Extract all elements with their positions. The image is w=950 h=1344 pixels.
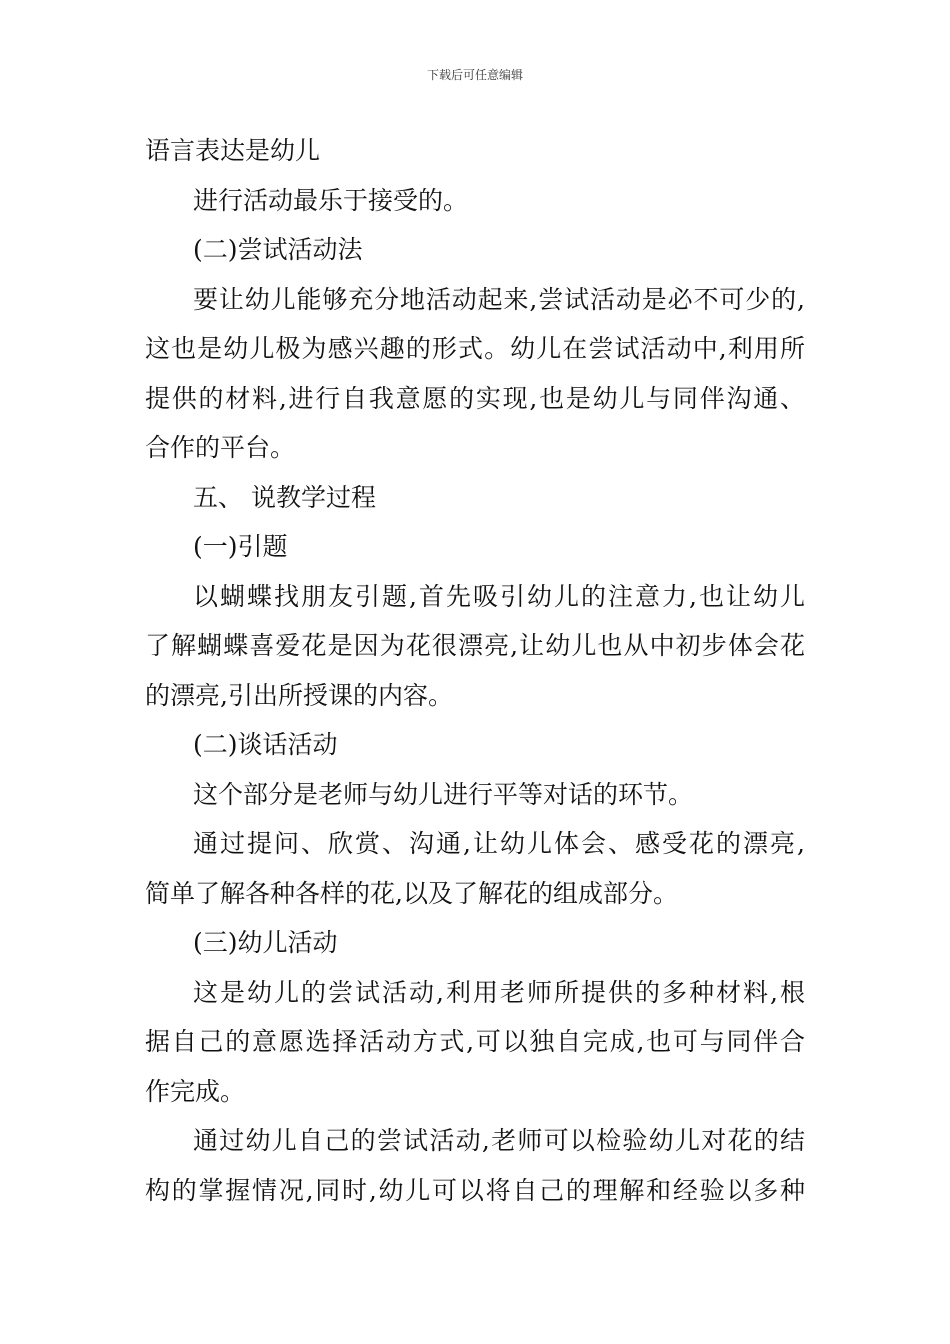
text-line: 要让幼儿能够充分地活动起来,尝试活动是必不可少的,: [193, 285, 805, 314]
text-line: 进行活动最乐于接受的。: [193, 186, 469, 215]
text-line: 通过提问、欣赏、沟通,让幼儿体会、感受花的漂亮,: [193, 829, 805, 858]
text-line: 构的掌握情况,同时,幼儿可以将自己的理解和经验以多种: [145, 1176, 805, 1205]
text-line: 据自己的意愿选择活动方式,可以独自完成,也可与同伴合: [145, 1027, 805, 1056]
page-header: 下载后可任意编辑: [426, 68, 523, 82]
text-line: 合作的平台。: [145, 433, 296, 462]
section-heading: (三)幼儿活动: [193, 928, 338, 957]
section-heading: (一)引题: [193, 532, 288, 561]
text-line: 简单了解各种各样的花,以及了解花的组成部分。: [145, 879, 678, 908]
text-line: 这是幼儿的尝试活动,利用老师所提供的多种材料,根: [193, 978, 805, 1007]
text-line: 语言表达是幼儿: [145, 136, 321, 165]
text-line: 通过幼儿自己的尝试活动,老师可以检验幼儿对花的结: [193, 1126, 805, 1155]
section-heading: 五、 说教学过程: [193, 483, 376, 512]
text-line: 这个部分是老师与幼儿进行平等对话的环节。: [193, 780, 694, 809]
text-line: 作完成。: [145, 1077, 246, 1106]
section-heading: (二)谈话活动: [193, 730, 338, 759]
text-line: 以蝴蝶找朋友引题,首先吸引幼儿的注意力,也让幼儿: [193, 582, 805, 611]
text-line: 提供的材料,进行自我意愿的实现,也是幼儿与同伴沟通、: [145, 384, 805, 413]
text-line: 的漂亮,引出所授课的内容。: [145, 681, 453, 710]
text-line: 这也是幼儿极为感兴趣的形式。幼儿在尝试活动中,利用所: [145, 334, 805, 363]
section-heading: (二)尝试活动法: [193, 235, 363, 264]
text-line: 了解蝴蝶喜爱花是因为花很漂亮,让幼儿也从中初步体会花: [145, 631, 805, 660]
